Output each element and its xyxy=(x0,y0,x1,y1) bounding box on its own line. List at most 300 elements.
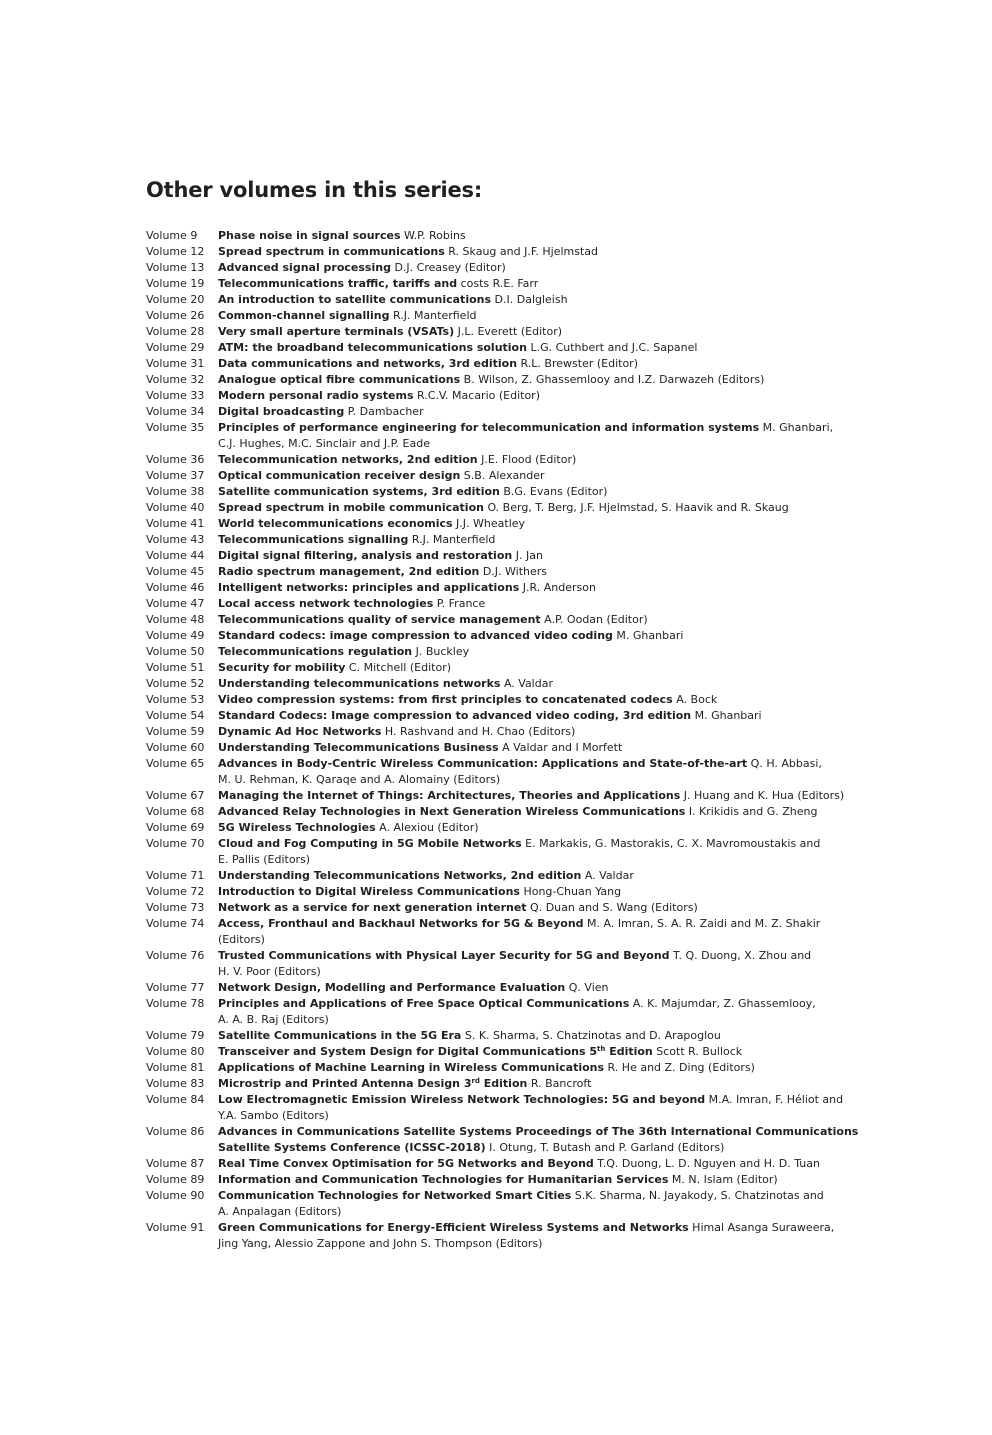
volume-entry xyxy=(146,388,826,404)
volume-citation xyxy=(218,708,818,724)
volume-entry xyxy=(146,1124,859,1156)
volume-citation xyxy=(218,564,818,580)
book-authors: S. K. Sharma, S. Chatzinotas and D. Arapoglou xyxy=(461,1029,721,1042)
book-authors: Hong-Chuan Yang xyxy=(519,885,622,898)
book-title: Data communications and networks, 3rd edition xyxy=(218,357,518,370)
citation-line xyxy=(218,1124,858,1140)
book-authors: Y.A. Sambo (Editors) xyxy=(218,1109,329,1122)
volume-number: Volume 52 xyxy=(146,677,205,690)
volume-citation xyxy=(218,1156,820,1172)
edition-superscript: rd xyxy=(471,1077,480,1085)
citation-line xyxy=(218,420,833,436)
citation-line xyxy=(218,388,818,404)
book-title: Low Electromagnetic Emission Wireless Network Technologies: 5G and beyond xyxy=(218,1093,706,1106)
volume-number: Volume 79 xyxy=(146,1029,205,1042)
volume-entry xyxy=(146,1060,826,1076)
citation-line xyxy=(218,1188,824,1204)
citation-line xyxy=(218,228,818,244)
volume-citation xyxy=(218,228,818,244)
volume-entry xyxy=(146,948,826,980)
volume-citation xyxy=(218,1092,843,1124)
book-authors: I. Otung, T. Butash and P. Garland (Editors) xyxy=(485,1141,725,1154)
citation-line xyxy=(218,244,818,260)
volume-number: Volume 20 xyxy=(146,293,205,306)
volume-number: Volume 54 xyxy=(146,709,205,722)
volume-number: Volume 44 xyxy=(146,549,205,562)
volume-entry xyxy=(146,548,826,564)
book-title: Trusted Communications with Physical Layer Security for 5G and Beyond xyxy=(218,949,670,962)
citation-line xyxy=(218,1204,824,1220)
book-title: Information and Communication Technologies for Humanitarian Services xyxy=(218,1173,669,1186)
citation-line xyxy=(218,1044,818,1060)
citation-line xyxy=(218,964,818,980)
book-title: Cloud and Fog Computing in 5G Mobile Networks xyxy=(218,837,522,850)
volume-number: Volume 71 xyxy=(146,869,205,882)
book-authors: J. Buckley xyxy=(412,645,470,658)
citation-line xyxy=(218,756,822,772)
citation-line xyxy=(218,724,818,740)
book-authors: J. Jan xyxy=(512,549,543,562)
citation-line xyxy=(218,708,818,724)
volume-number: Volume 65 xyxy=(146,757,205,770)
citation-line xyxy=(218,868,818,884)
volume-entry xyxy=(146,756,826,788)
book-title: Common-channel signalling xyxy=(218,309,390,322)
book-authors: B. Wilson, Z. Ghassemlooy and I.Z. Darwazeh (Editors) xyxy=(460,373,765,386)
volume-number: Volume 9 xyxy=(146,229,198,242)
book-authors: R.J. Manterfield xyxy=(389,309,477,322)
book-authors: C.J. Hughes, M.C. Sinclair and J.P. Eade xyxy=(218,437,430,450)
volume-citation xyxy=(218,404,818,420)
book-title: Advances in Communications Satellite Systems Proceedings of The 36th International Communications xyxy=(218,1125,859,1138)
citation-line xyxy=(218,292,818,308)
book-title: Principles and Applications of Free Space Optical Communications xyxy=(218,997,630,1010)
book-authors: D.I. Dalgleish xyxy=(491,293,568,306)
volume-citation xyxy=(218,260,818,276)
volume-citation xyxy=(218,820,818,836)
book-authors: J.J. Wheatley xyxy=(452,517,526,530)
volume-citation xyxy=(218,516,818,532)
citation-line xyxy=(218,852,820,868)
book-title: Edition xyxy=(479,1077,528,1090)
volume-entry xyxy=(146,1076,826,1092)
book-title: Edition xyxy=(605,1045,653,1058)
book-authors: E. Pallis (Editors) xyxy=(218,853,311,866)
citation-line xyxy=(218,916,820,932)
volume-citation xyxy=(218,1220,834,1252)
volume-citation xyxy=(218,740,818,756)
book-authors: B.G. Evans (Editor) xyxy=(499,485,608,498)
volume-citation xyxy=(218,836,820,868)
volume-entry xyxy=(146,404,826,420)
citation-line xyxy=(218,1156,820,1172)
book-title: Network Design, Modelling and Performance Evaluation xyxy=(218,981,566,994)
book-title: Satellite communication systems, 3rd edition xyxy=(218,485,500,498)
page-title: Other volumes in this series: xyxy=(146,178,483,202)
volume-number: Volume 69 xyxy=(146,821,205,834)
volume-entry xyxy=(146,628,826,644)
volume-citation xyxy=(218,420,833,452)
volume-number: Volume 81 xyxy=(146,1061,205,1074)
volume-entry xyxy=(146,1092,844,1124)
volume-citation xyxy=(218,484,818,500)
volume-entry xyxy=(146,500,826,516)
volume-entry xyxy=(146,1172,826,1188)
volume-citation xyxy=(218,324,818,340)
volume-entry xyxy=(146,1156,826,1172)
volume-number: Volume 12 xyxy=(146,245,205,258)
volume-entry xyxy=(146,228,826,244)
citation-line xyxy=(218,564,818,580)
volume-entry xyxy=(146,308,826,324)
volume-entry xyxy=(146,1188,826,1220)
citation-line xyxy=(218,500,818,516)
book-title: Communication Technologies for Networked Smart Cities xyxy=(218,1189,572,1202)
citation-line xyxy=(218,1172,818,1188)
book-authors: H. Rashvand and H. Chao (Editors) xyxy=(381,725,576,738)
citation-line xyxy=(218,580,818,596)
book-title: Local access network technologies xyxy=(218,597,434,610)
book-authors: R. Skaug and J.F. Hjelmstad xyxy=(444,245,599,258)
volume-number: Volume 89 xyxy=(146,1173,205,1186)
volume-citation xyxy=(218,676,818,692)
volume-entry xyxy=(146,740,826,756)
book-authors: A. Bock xyxy=(672,693,718,706)
volume-number: Volume 59 xyxy=(146,725,205,738)
volume-number: Volume 40 xyxy=(146,501,205,514)
volume-citation xyxy=(218,548,818,564)
book-authors: Q. Vien xyxy=(565,981,609,994)
volume-citation xyxy=(218,1076,818,1092)
book-authors: E. Markakis, G. Mastorakis, C. X. Mavromoustakis and xyxy=(521,837,821,850)
volume-number: Volume 87 xyxy=(146,1157,205,1170)
book-authors: A. K. Majumdar, Z. Ghassemlooy, xyxy=(629,997,816,1010)
book-title: Security for mobility xyxy=(218,661,346,674)
book-authors: W.P. Robins xyxy=(400,229,466,242)
book-title: Dynamic Ad Hoc Networks xyxy=(218,725,382,738)
citation-line xyxy=(218,676,818,692)
volume-citation xyxy=(218,804,818,820)
volume-entry xyxy=(146,324,826,340)
volume-number: Volume 67 xyxy=(146,789,205,802)
book-title: Transceiver and System Design for Digital Communications 5 xyxy=(218,1045,598,1058)
book-authors: R. Bancroft xyxy=(527,1077,592,1090)
volume-number: Volume 43 xyxy=(146,533,205,546)
volume-number: Volume 91 xyxy=(146,1221,205,1234)
volume-entry xyxy=(146,692,826,708)
volume-entry xyxy=(146,644,826,660)
book-title: Telecommunication networks, 2nd edition xyxy=(218,453,478,466)
citation-line xyxy=(218,1220,834,1236)
volume-entry xyxy=(146,1028,826,1044)
citation-line xyxy=(218,308,818,324)
volume-entry xyxy=(146,900,826,916)
volume-entry xyxy=(146,484,826,500)
volume-citation xyxy=(218,868,818,884)
book-authors: A. A. B. Raj (Editors) xyxy=(218,1013,329,1026)
citation-line xyxy=(218,1060,818,1076)
citation-line xyxy=(218,692,818,708)
volume-citation xyxy=(218,1124,858,1156)
volume-entry xyxy=(146,356,826,372)
volume-citation xyxy=(218,900,818,916)
citation-line xyxy=(218,1012,818,1028)
volume-entry xyxy=(146,868,826,884)
volume-entry xyxy=(146,596,826,612)
volume-number: Volume 45 xyxy=(146,565,205,578)
citation-line xyxy=(218,980,818,996)
volume-entry xyxy=(146,916,826,948)
book-authors: R.J. Manterfield xyxy=(408,533,496,546)
book-authors: T.Q. Duong, L. D. Nguyen and H. D. Tuan xyxy=(593,1157,820,1170)
volume-entry xyxy=(146,1044,826,1060)
book-authors: D.J. Creasey (Editor) xyxy=(390,261,506,274)
citation-line xyxy=(218,484,818,500)
volume-number: Volume 83 xyxy=(146,1077,205,1090)
book-authors: R.C.V. Macario (Editor) xyxy=(413,389,540,402)
volume-entry xyxy=(146,884,826,900)
volume-number: Volume 19 xyxy=(146,277,205,290)
volume-entry xyxy=(146,532,826,548)
volume-citation xyxy=(218,692,818,708)
volume-entry xyxy=(146,580,826,596)
volume-entry xyxy=(146,1220,835,1252)
book-authors: S.K. Sharma, N. Jayakody, S. Chatzinotas and xyxy=(571,1189,824,1202)
book-title: Understanding Telecommunications Networks, 2nd edition xyxy=(218,869,582,882)
citation-line xyxy=(218,900,818,916)
book-title: Advanced Relay Technologies in Next Generation Wireless Communications xyxy=(218,805,686,818)
volume-citation xyxy=(218,660,818,676)
citation-line xyxy=(218,612,818,628)
volume-citation xyxy=(218,724,818,740)
citation-line xyxy=(218,1108,843,1124)
book-title: Introduction to Digital Wireless Communications xyxy=(218,885,520,898)
book-title: Phase noise in signal sources xyxy=(218,229,401,242)
book-title: Microstrip and Printed Antenna Design 3 xyxy=(218,1077,472,1090)
volume-number: Volume 86 xyxy=(146,1125,205,1138)
volume-entry xyxy=(146,468,826,484)
citation-line xyxy=(218,372,818,388)
volume-citation xyxy=(218,500,818,516)
book-title: Real Time Convex Optimisation for 5G Networks and Beyond xyxy=(218,1157,594,1170)
volume-number: Volume 26 xyxy=(146,309,205,322)
volume-number: Volume 80 xyxy=(146,1045,205,1058)
volume-entry xyxy=(146,420,834,452)
book-authors: M. A. Imran, S. A. R. Zaidi and M. Z. Shakir xyxy=(583,917,821,930)
volume-number: Volume 49 xyxy=(146,629,205,642)
volume-entry xyxy=(146,260,826,276)
book-authors: J.L. Everett (Editor) xyxy=(454,325,563,338)
volume-number: Volume 48 xyxy=(146,613,205,626)
citation-line xyxy=(218,260,818,276)
volume-number: Volume 34 xyxy=(146,405,205,418)
volume-number: Volume 28 xyxy=(146,325,205,338)
book-authors: M. Ghanbari xyxy=(691,709,762,722)
volume-entry xyxy=(146,708,826,724)
citation-line xyxy=(218,1092,843,1108)
volume-citation xyxy=(218,340,818,356)
volume-citation xyxy=(218,468,818,484)
book-authors: (Editors) xyxy=(218,933,265,946)
volume-number: Volume 37 xyxy=(146,469,205,482)
volume-number: Volume 60 xyxy=(146,741,205,754)
book-authors: J.E. Flood (Editor) xyxy=(477,453,577,466)
citation-line xyxy=(218,516,818,532)
volume-number: Volume 35 xyxy=(146,421,205,434)
book-title: Standard Codecs: Image compression to advanced video coding, 3rd edition xyxy=(218,709,692,722)
volume-number: Volume 90 xyxy=(146,1189,205,1202)
citation-line xyxy=(218,948,818,964)
citation-line xyxy=(218,356,818,372)
volume-number: Volume 84 xyxy=(146,1093,205,1106)
book-title: Telecommunications regulation xyxy=(218,645,413,658)
book-title: Spread spectrum in mobile communication xyxy=(218,501,484,514)
book-title: Telecommunications traffic, tariffs and xyxy=(218,277,458,290)
citation-line xyxy=(218,804,818,820)
volume-citation xyxy=(218,612,818,628)
book-title: Spread spectrum in communications xyxy=(218,245,445,258)
book-authors: M. Ghanbari, xyxy=(759,421,834,434)
book-authors: R.L. Brewster (Editor) xyxy=(517,357,638,370)
citation-line xyxy=(218,436,833,452)
citation-line xyxy=(218,276,818,292)
citation-line xyxy=(218,820,818,836)
citation-line xyxy=(218,740,818,756)
citation-line xyxy=(218,788,844,804)
volume-entry xyxy=(146,612,826,628)
volume-entry xyxy=(146,244,826,260)
book-title: Telecommunications quality of service management xyxy=(218,613,541,626)
volume-citation xyxy=(218,452,818,468)
volume-entry xyxy=(146,340,826,356)
book-title: Understanding telecommunications networks xyxy=(218,677,501,690)
citation-line xyxy=(218,1236,834,1252)
book-authors: D.J. Withers xyxy=(479,565,548,578)
book-authors: J.R. Anderson xyxy=(519,581,596,594)
volume-citation xyxy=(218,1188,824,1220)
book-title: Understanding Telecommunications Business xyxy=(218,741,499,754)
volume-number: Volume 29 xyxy=(146,341,205,354)
citation-line xyxy=(218,596,818,612)
citation-line xyxy=(218,628,818,644)
volume-list xyxy=(146,228,859,1252)
volume-citation xyxy=(218,372,818,388)
volume-entry xyxy=(146,516,826,532)
book-authors: I. Krikidis and G. Zheng xyxy=(685,805,818,818)
book-title: World telecommunications economics xyxy=(218,517,453,530)
book-title: Video compression systems: from first principles to concatenated codecs xyxy=(218,693,673,706)
volume-number: Volume 77 xyxy=(146,981,205,994)
volume-entry xyxy=(146,276,826,292)
citation-line xyxy=(218,1076,818,1092)
book-title: Green Communications for Energy-Efficient Wireless Systems and Networks xyxy=(218,1221,689,1234)
book-authors: T. Q. Duong, X. Zhou and xyxy=(669,949,812,962)
book-title: Applications of Machine Learning in Wireless Communications xyxy=(218,1061,605,1074)
citation-line xyxy=(218,532,818,548)
book-authors: O. Berg, T. Berg, J.F. Hjelmstad, S. Haavik and R. Skaug xyxy=(483,501,789,514)
volume-entry xyxy=(146,452,826,468)
volume-number: Volume 31 xyxy=(146,357,205,370)
book-authors: M. U. Rehman, K. Qaraqe and A. Alomainy (Editors) xyxy=(218,773,501,786)
volume-number: Volume 72 xyxy=(146,885,205,898)
volume-entry xyxy=(146,996,826,1028)
volume-citation xyxy=(218,756,822,788)
volume-entry xyxy=(146,372,826,388)
book-title: Very small aperture terminals (VSATs) xyxy=(218,325,455,338)
book-authors: M. N. Islam (Editor) xyxy=(668,1173,778,1186)
citation-line xyxy=(218,836,820,852)
book-title: 5G Wireless Technologies xyxy=(218,821,376,834)
book-title: Radio spectrum management, 2nd edition xyxy=(218,565,480,578)
book-authors: A. Valdar xyxy=(500,677,553,690)
volume-number: Volume 32 xyxy=(146,373,205,386)
book-title: ATM: the broadband telecommunications solution xyxy=(218,341,527,354)
book-authors: costs R.E. Farr xyxy=(457,277,539,290)
volume-number: Volume 33 xyxy=(146,389,205,402)
volume-number: Volume 74 xyxy=(146,917,205,930)
edition-superscript: th xyxy=(597,1045,606,1053)
volume-number: Volume 47 xyxy=(146,597,205,610)
volume-number: Volume 53 xyxy=(146,693,205,706)
volume-citation xyxy=(218,1044,818,1060)
volume-citation xyxy=(218,292,818,308)
book-authors: C. Mitchell (Editor) xyxy=(345,661,451,674)
volume-entry xyxy=(146,820,826,836)
book-authors: M. Ghanbari xyxy=(612,629,684,642)
volume-citation xyxy=(218,884,818,900)
book-authors: A. Valdar xyxy=(581,869,634,882)
volume-number: Volume 78 xyxy=(146,997,205,1010)
book-title: Advanced signal processing xyxy=(218,261,391,274)
volume-citation xyxy=(218,1172,818,1188)
citation-line xyxy=(218,1140,858,1156)
volume-entry xyxy=(146,564,826,580)
volume-entry xyxy=(146,724,826,740)
volume-citation xyxy=(218,532,818,548)
volume-number: Volume 70 xyxy=(146,837,205,850)
volume-citation xyxy=(218,1028,818,1044)
volume-number: Volume 73 xyxy=(146,901,205,914)
volume-number: Volume 36 xyxy=(146,453,205,466)
volume-citation xyxy=(218,788,844,804)
book-authors: A Valdar and I Morfett xyxy=(498,741,623,754)
book-authors: Q. H. Abbasi, xyxy=(747,757,822,770)
volume-citation xyxy=(218,980,818,996)
book-title: Satellite Systems Conference (ICSSC-2018) xyxy=(218,1141,486,1154)
book-authors: Himal Asanga Suraweera, xyxy=(688,1221,835,1234)
book-title: Modern personal radio systems xyxy=(218,389,414,402)
book-title: Principles of performance engineering for telecommunication and information systems xyxy=(218,421,760,434)
volume-citation xyxy=(218,644,818,660)
volume-number: Volume 50 xyxy=(146,645,205,658)
citation-line xyxy=(218,340,818,356)
citation-line xyxy=(218,548,818,564)
book-title: Satellite Communications in the 5G Era xyxy=(218,1029,462,1042)
citation-line xyxy=(218,404,818,420)
citation-line xyxy=(218,324,818,340)
book-title: Optical communication receiver design xyxy=(218,469,461,482)
book-title: Analogue optical fibre communications xyxy=(218,373,461,386)
volume-entry xyxy=(146,660,826,676)
book-authors: H. V. Poor (Editors) xyxy=(218,965,321,978)
volume-number: Volume 76 xyxy=(146,949,205,962)
volume-citation xyxy=(218,276,818,292)
book-authors: Scott R. Bullock xyxy=(652,1045,743,1058)
book-title: Network as a service for next generation internet xyxy=(218,901,527,914)
citation-line xyxy=(218,644,818,660)
book-authors: P. France xyxy=(433,597,486,610)
book-authors: Q. Duan and S. Wang (Editors) xyxy=(526,901,698,914)
